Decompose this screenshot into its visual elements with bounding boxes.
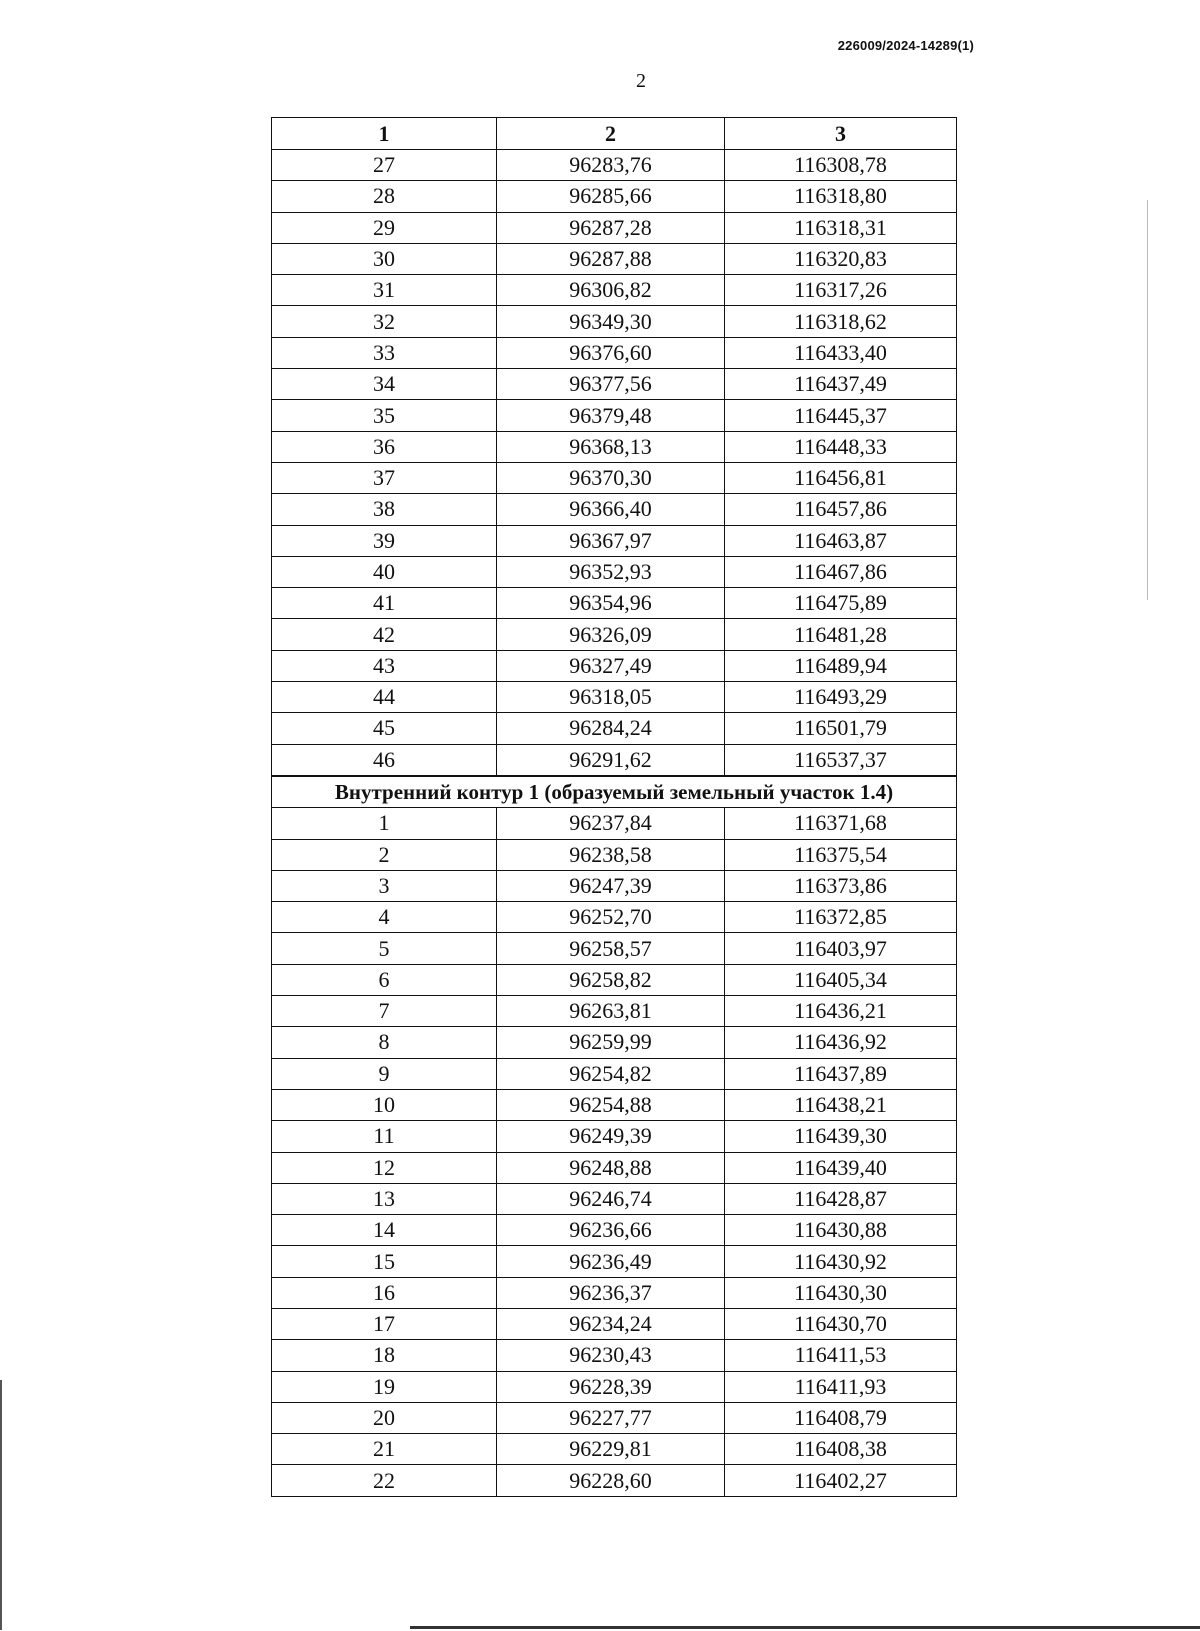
cell-point-number: 29	[272, 212, 497, 243]
cell-point-number: 30	[272, 243, 497, 274]
cell-x-coordinate: 96285,66	[497, 181, 725, 212]
coordinates-table	[271, 117, 957, 1497]
cell-x-coordinate: 96249,39	[497, 1121, 725, 1152]
cell-y-coordinate: 116373,86	[725, 870, 957, 901]
table-row	[272, 902, 957, 933]
cell-x-coordinate: 96230,43	[497, 1340, 725, 1371]
cell-point-number: 11	[272, 1121, 497, 1152]
cell-x-coordinate: 96366,40	[497, 494, 725, 525]
table-row	[272, 650, 957, 681]
cell-y-coordinate: 116430,92	[725, 1246, 957, 1277]
table-row	[272, 1089, 957, 1120]
cell-x-coordinate: 96258,82	[497, 964, 725, 995]
cell-x-coordinate: 96284,24	[497, 713, 725, 744]
section-row	[272, 776, 957, 808]
cell-x-coordinate: 96234,24	[497, 1308, 725, 1339]
table-row	[272, 870, 957, 901]
table-row	[272, 275, 957, 306]
cell-point-number: 12	[272, 1152, 497, 1183]
cell-y-coordinate: 116433,40	[725, 337, 957, 368]
cell-point-number: 22	[272, 1465, 497, 1496]
cell-point-number: 20	[272, 1402, 497, 1433]
cell-x-coordinate: 96327,49	[497, 650, 725, 681]
cell-x-coordinate: 96229,81	[497, 1434, 725, 1465]
cell-y-coordinate: 116493,29	[725, 682, 957, 713]
cell-point-number: 34	[272, 369, 497, 400]
cell-y-coordinate: 116437,89	[725, 1058, 957, 1089]
table-body	[272, 150, 957, 1497]
cell-x-coordinate: 96376,60	[497, 337, 725, 368]
cell-point-number: 45	[272, 713, 497, 744]
cell-y-coordinate: 116537,37	[725, 744, 957, 776]
cell-point-number: 31	[272, 275, 497, 306]
table-row	[272, 619, 957, 650]
cell-point-number: 3	[272, 870, 497, 901]
cell-point-number: 10	[272, 1089, 497, 1120]
table-row	[272, 369, 957, 400]
cell-x-coordinate: 96238,58	[497, 839, 725, 870]
cell-point-number: 13	[272, 1183, 497, 1214]
table-row	[272, 400, 957, 431]
cell-y-coordinate: 116403,97	[725, 933, 957, 964]
cell-x-coordinate: 96263,81	[497, 996, 725, 1027]
cell-y-coordinate: 116430,88	[725, 1215, 957, 1246]
cell-x-coordinate: 96248,88	[497, 1152, 725, 1183]
cell-y-coordinate: 116489,94	[725, 650, 957, 681]
cell-y-coordinate: 116430,70	[725, 1308, 957, 1339]
table-row	[272, 1246, 957, 1277]
cell-y-coordinate: 116318,31	[725, 212, 957, 243]
cell-y-coordinate: 116411,93	[725, 1371, 957, 1402]
cell-y-coordinate: 116402,27	[725, 1465, 957, 1496]
cell-y-coordinate: 116457,86	[725, 494, 957, 525]
table-row	[272, 1277, 957, 1308]
table-row	[272, 713, 957, 744]
cell-point-number: 16	[272, 1277, 497, 1308]
cell-point-number: 2	[272, 839, 497, 870]
cell-point-number: 15	[272, 1246, 497, 1277]
table-row	[272, 494, 957, 525]
column-header-point: 1	[272, 118, 497, 150]
cell-point-number: 8	[272, 1027, 497, 1058]
cell-x-coordinate: 96228,39	[497, 1371, 725, 1402]
table-row	[272, 839, 957, 870]
table-row	[272, 1215, 957, 1246]
cell-point-number: 36	[272, 431, 497, 462]
table-row	[272, 462, 957, 493]
table-row	[272, 1308, 957, 1339]
cell-y-coordinate: 116405,34	[725, 964, 957, 995]
cell-y-coordinate: 116463,87	[725, 525, 957, 556]
cell-x-coordinate: 96368,13	[497, 431, 725, 462]
column-header-y: 3	[725, 118, 957, 150]
cell-y-coordinate: 116448,33	[725, 431, 957, 462]
cell-point-number: 32	[272, 306, 497, 337]
cell-point-number: 39	[272, 525, 497, 556]
cell-y-coordinate: 116456,81	[725, 462, 957, 493]
table-row	[272, 243, 957, 274]
cell-x-coordinate: 96287,28	[497, 212, 725, 243]
cell-x-coordinate: 96258,57	[497, 933, 725, 964]
table-row	[272, 525, 957, 556]
scan-bottom-edge	[410, 1626, 1200, 1629]
cell-y-coordinate: 116372,85	[725, 902, 957, 933]
cell-point-number: 14	[272, 1215, 497, 1246]
cell-y-coordinate: 116481,28	[725, 619, 957, 650]
cell-y-coordinate: 116411,53	[725, 1340, 957, 1371]
cell-y-coordinate: 116408,79	[725, 1402, 957, 1433]
cell-point-number: 7	[272, 996, 497, 1027]
table-row	[272, 808, 957, 839]
cell-x-coordinate: 96259,99	[497, 1027, 725, 1058]
cell-point-number: 37	[272, 462, 497, 493]
cell-x-coordinate: 96236,66	[497, 1215, 725, 1246]
cell-point-number: 21	[272, 1434, 497, 1465]
cell-x-coordinate: 96306,82	[497, 275, 725, 306]
cell-x-coordinate: 96349,30	[497, 306, 725, 337]
cell-point-number: 27	[272, 150, 497, 181]
table-row	[272, 306, 957, 337]
cell-y-coordinate: 116437,49	[725, 369, 957, 400]
cell-y-coordinate: 116439,30	[725, 1121, 957, 1152]
document-id: 226009/2024-14289(1)	[837, 38, 974, 53]
cell-y-coordinate: 116436,21	[725, 996, 957, 1027]
cell-point-number: 17	[272, 1308, 497, 1339]
cell-point-number: 4	[272, 902, 497, 933]
cell-x-coordinate: 96379,48	[497, 400, 725, 431]
cell-x-coordinate: 96318,05	[497, 682, 725, 713]
cell-y-coordinate: 116501,79	[725, 713, 957, 744]
table-row	[272, 1434, 957, 1465]
cell-point-number: 42	[272, 619, 497, 650]
cell-x-coordinate: 96370,30	[497, 462, 725, 493]
table-row	[272, 431, 957, 462]
cell-point-number: 6	[272, 964, 497, 995]
table-row	[272, 1465, 957, 1496]
table-row	[272, 964, 957, 995]
column-header-x: 2	[497, 118, 725, 150]
table-row	[272, 1027, 957, 1058]
cell-y-coordinate: 116439,40	[725, 1152, 957, 1183]
cell-y-coordinate: 116371,68	[725, 808, 957, 839]
table-row	[272, 1183, 957, 1214]
cell-y-coordinate: 116375,54	[725, 839, 957, 870]
cell-point-number: 40	[272, 556, 497, 587]
cell-y-coordinate: 116445,37	[725, 400, 957, 431]
cell-point-number: 19	[272, 1371, 497, 1402]
cell-x-coordinate: 96291,62	[497, 744, 725, 776]
cell-point-number: 28	[272, 181, 497, 212]
table-row	[272, 1152, 957, 1183]
cell-x-coordinate: 96237,84	[497, 808, 725, 839]
table-row	[272, 744, 957, 776]
cell-y-coordinate: 116408,38	[725, 1434, 957, 1465]
cell-x-coordinate: 96254,88	[497, 1089, 725, 1120]
cell-x-coordinate: 96352,93	[497, 556, 725, 587]
table-header-row	[272, 118, 957, 150]
table-row	[272, 556, 957, 587]
section-title: Внутренний контур 1 (образуемый земельный участок 1.4)	[272, 776, 957, 808]
cell-x-coordinate: 96247,39	[497, 870, 725, 901]
cell-y-coordinate: 116320,83	[725, 243, 957, 274]
cell-x-coordinate: 96287,88	[497, 243, 725, 274]
cell-point-number: 35	[272, 400, 497, 431]
cell-point-number: 33	[272, 337, 497, 368]
cell-point-number: 18	[272, 1340, 497, 1371]
table-row	[272, 682, 957, 713]
cell-y-coordinate: 116430,30	[725, 1277, 957, 1308]
table-row	[272, 212, 957, 243]
table-row	[272, 1340, 957, 1371]
cell-y-coordinate: 116317,26	[725, 275, 957, 306]
table-row	[272, 1371, 957, 1402]
cell-point-number: 46	[272, 744, 497, 776]
table-row	[272, 1121, 957, 1152]
cell-x-coordinate: 96228,60	[497, 1465, 725, 1496]
cell-x-coordinate: 96246,74	[497, 1183, 725, 1214]
cell-x-coordinate: 96354,96	[497, 588, 725, 619]
table-row	[272, 996, 957, 1027]
cell-point-number: 9	[272, 1058, 497, 1089]
cell-point-number: 1	[272, 808, 497, 839]
cell-y-coordinate: 116475,89	[725, 588, 957, 619]
cell-x-coordinate: 96377,56	[497, 369, 725, 400]
cell-y-coordinate: 116436,92	[725, 1027, 957, 1058]
table-row	[272, 181, 957, 212]
cell-point-number: 41	[272, 588, 497, 619]
cell-x-coordinate: 96236,37	[497, 1277, 725, 1308]
cell-x-coordinate: 96254,82	[497, 1058, 725, 1089]
table-row	[272, 588, 957, 619]
cell-x-coordinate: 96252,70	[497, 902, 725, 933]
cell-point-number: 44	[272, 682, 497, 713]
cell-x-coordinate: 96326,09	[497, 619, 725, 650]
scan-edge-left	[0, 1380, 2, 1630]
cell-point-number: 38	[272, 494, 497, 525]
cell-y-coordinate: 116318,80	[725, 181, 957, 212]
cell-y-coordinate: 116467,86	[725, 556, 957, 587]
page-number: 2	[636, 70, 646, 92]
cell-point-number: 43	[272, 650, 497, 681]
table-row	[272, 1058, 957, 1089]
table-row	[272, 150, 957, 181]
cell-y-coordinate: 116428,87	[725, 1183, 957, 1214]
cell-x-coordinate: 96227,77	[497, 1402, 725, 1433]
cell-x-coordinate: 96367,97	[497, 525, 725, 556]
cell-y-coordinate: 116438,21	[725, 1089, 957, 1120]
cell-y-coordinate: 116318,62	[725, 306, 957, 337]
table-row	[272, 337, 957, 368]
cell-x-coordinate: 96236,49	[497, 1246, 725, 1277]
table-row	[272, 1402, 957, 1433]
scan-edge-right	[1147, 200, 1148, 600]
cell-y-coordinate: 116308,78	[725, 150, 957, 181]
cell-x-coordinate: 96283,76	[497, 150, 725, 181]
table-row	[272, 933, 957, 964]
cell-point-number: 5	[272, 933, 497, 964]
